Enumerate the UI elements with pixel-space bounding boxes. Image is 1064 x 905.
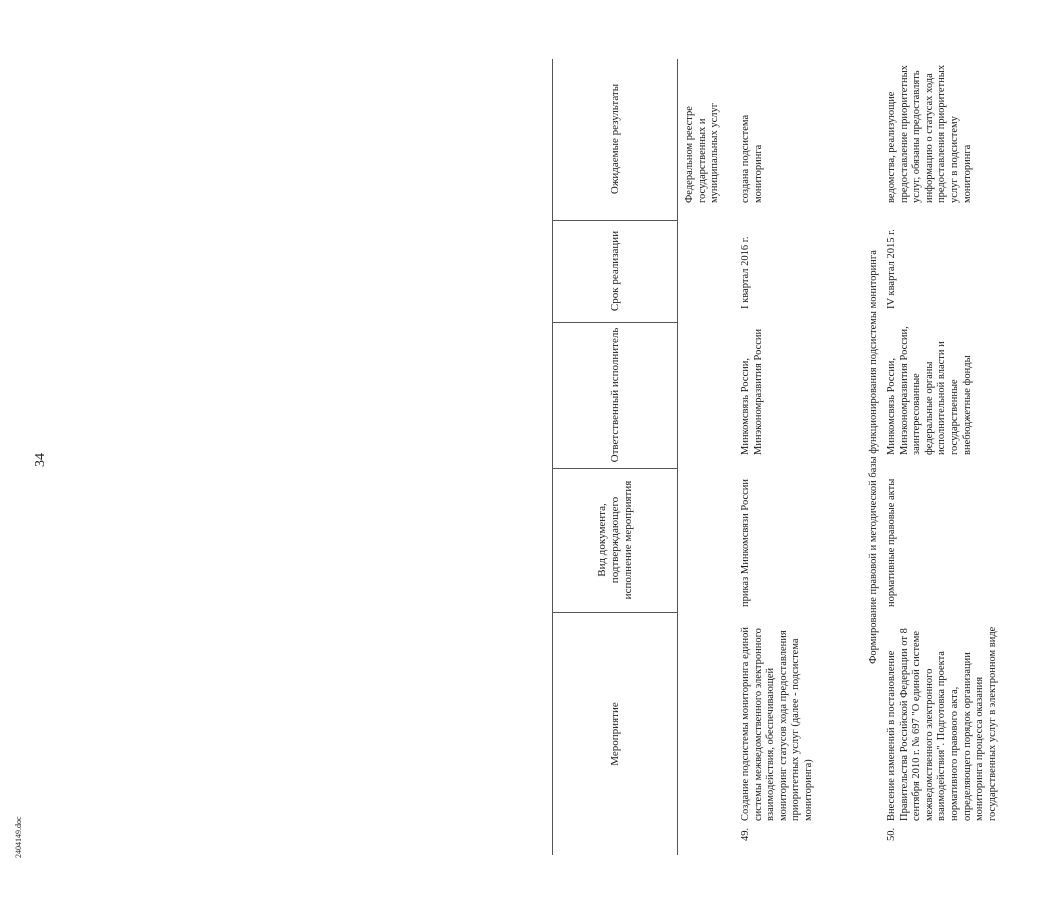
header-deadline: Срок реализации bbox=[608, 230, 621, 312]
header-results: Ожидаемые результаты bbox=[608, 83, 621, 195]
continued-result: Федеральном реестре государственных и муниципальных услуг bbox=[684, 102, 721, 203]
row-50-responsible: Минкомсвязь России, Минэкономразвития России, заинтересованные федеральные органы исполнительной власти и государственные внебюджетные фонды bbox=[886, 326, 973, 455]
row-49-num: 49. bbox=[740, 827, 751, 841]
footer-filename: 2404149.doc bbox=[14, 816, 23, 858]
row-49-responsible: Минкомсвязь России, Минэкономразвития России bbox=[740, 328, 764, 455]
rotated-table bbox=[552, 15, 1064, 855]
row-49-doc-type: приказ Минкомсвязи России bbox=[740, 478, 751, 607]
row-50-doc-type: нормативные правовые акты bbox=[886, 478, 897, 607]
row-49-event: Создание подсистемы мониторинга единой системы межведомственного электронного взаимодействия, обеспечивающей мониторинг статусов хода предоставления приоритетных услуг (далее - подсистема мониторинга) bbox=[740, 626, 814, 821]
page-number: 34 bbox=[33, 453, 48, 467]
divider bbox=[553, 322, 677, 323]
header-responsible: Ответственный исполнитель bbox=[608, 327, 621, 463]
row-50-results: ведомства, реализующие предоставление приоритетных услуг, обязаны предоставлять информацию о статусах хода предоставления приоритетных услуг в подсистему мониторинга bbox=[886, 64, 973, 203]
row-50-event: Внесение изменений в постановление Правительства Российской Федерации от 8 сентября 2010 г. № 697 "О единой системе межведомственного электронного взаимодействия". Подготовка проекта нормативного правового акта, определяющего порядок организации мониторинга процесса оказания государственных услуг в электронном виде bbox=[886, 626, 998, 821]
header-doc-type: Вид документа, подтверждающего исполнение мероприятия bbox=[595, 480, 634, 600]
divider bbox=[553, 468, 677, 469]
row-50-deadline: IV квартал 2015 г. bbox=[886, 229, 897, 309]
divider bbox=[553, 612, 677, 613]
row-49-deadline: I квартал 2016 г. bbox=[740, 236, 751, 309]
table-header bbox=[552, 59, 678, 855]
row-50-num: 50. bbox=[886, 827, 897, 841]
header-event: Мероприятие bbox=[608, 702, 621, 766]
divider bbox=[553, 220, 677, 221]
row-49-results: создана подсистема мониторинга bbox=[740, 114, 764, 203]
section-title: Формирование правовой и методической базы функционирования подсистемы мониторинга bbox=[868, 250, 879, 664]
